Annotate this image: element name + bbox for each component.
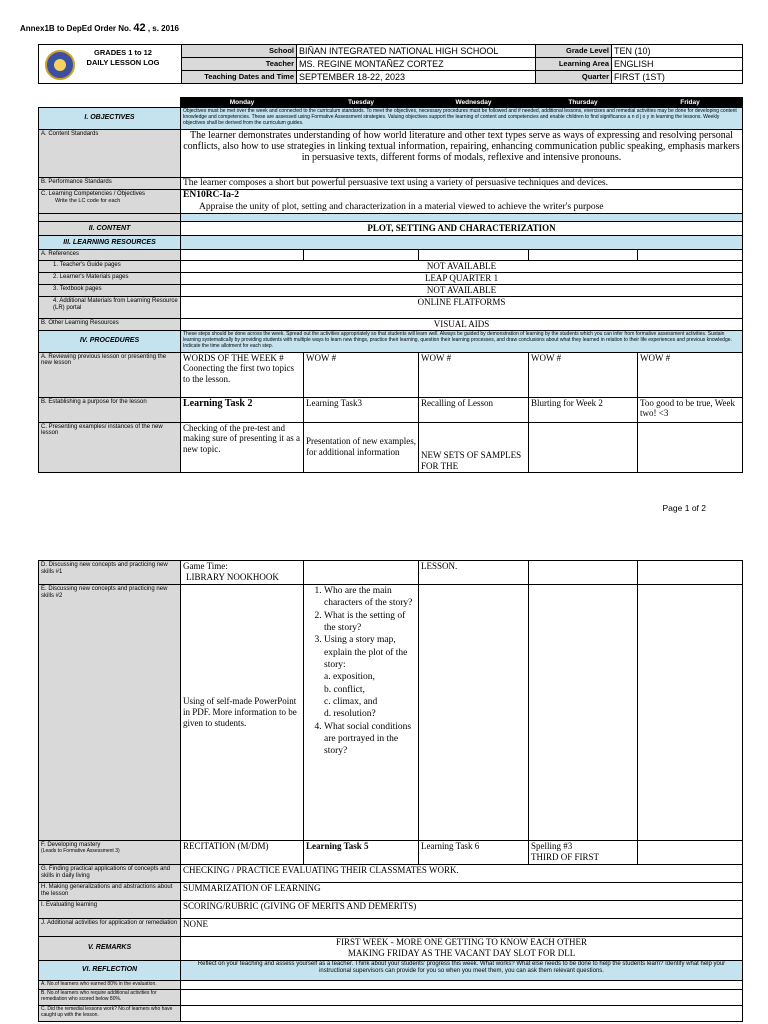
- library-nookhook: LIBRARY NOOKHOOK: [186, 571, 279, 582]
- reflection-a-label: A. No.of learners who earned 80% in the evaluation.: [39, 981, 181, 990]
- annex-title: Annex1B to DepEd Order No. 42 , s. 2016: [20, 22, 179, 34]
- plot-part: a. exposition,: [324, 672, 375, 683]
- resources-heading: III. LEARNING RESOURCES: [39, 236, 181, 250]
- proc-c-monday: Checking of the pre-test and making sure of presenting it as a new topic.: [181, 422, 304, 472]
- reflection-b-label: B. No.of learners who require additional activities for remediation who scored below 80%.: [39, 990, 181, 1006]
- other-resources-value: VISUAL AIDS: [181, 318, 743, 330]
- proc-h-value: SUMMARIZATION OF LEARNING: [181, 883, 743, 901]
- story-questions-list: [306, 585, 416, 758]
- proc-b-label: B. Establishing a purpose for the lesson: [39, 397, 181, 422]
- proc-d-label: D. Discussing new concepts and practicing new skills #1: [39, 561, 181, 585]
- proc-g-label: G. Finding practical applications of concepts and skills in daily living: [39, 865, 181, 883]
- proc-f-label: F. Developing mastery (Leads to Formative Assessment 3): [39, 841, 181, 865]
- quarter-value: FIRST (1ST): [612, 71, 743, 84]
- dates-label: Teaching Dates and Time: [182, 71, 297, 84]
- proc-i-value: SCORING/RUBRIC (GIVING OF MERITS AND DEMERITS): [181, 901, 743, 919]
- proc-j-label: J. Additional activities for application or remediation: [39, 919, 181, 937]
- proc-b-thursday: Blurting for Week 2: [529, 397, 638, 422]
- proc-c-friday: [638, 422, 743, 472]
- area-value: ENGLISH: [612, 58, 743, 71]
- additional-materials-value: ONLINE FLATFORMS: [181, 296, 743, 318]
- question-item: 4. What social conditions are portrayed in the story?: [324, 721, 416, 758]
- plot-part: b. conflict,: [324, 684, 365, 695]
- proc-h-label: H. Making generalizations and abstractions about the lesson: [39, 883, 181, 901]
- proc-d-wednesday: LESSON.: [419, 561, 529, 585]
- dates-value: SEPTEMBER 18-22, 2023: [297, 71, 536, 84]
- proc-b-monday: Learning Task 2: [181, 397, 304, 422]
- content-heading: II. CONTENT: [39, 222, 181, 236]
- school-value: BIÑAN INTEGRATED NATIONAL HIGH SCHOOL: [297, 45, 536, 58]
- day-monday: Monday: [181, 98, 304, 108]
- proc-g-value: CHECKING / PRACTICE EVALUATING THEIR CLASSMATES WORK.: [181, 865, 743, 883]
- lesson-log-table-page1: [38, 97, 743, 473]
- objectives-heading: I. OBJECTIVES: [39, 108, 181, 130]
- plot-part: d. resolution?: [324, 709, 376, 720]
- deped-seal-icon: [45, 50, 75, 80]
- proc-b-wednesday: Recalling of Lesson: [419, 397, 529, 422]
- school-label: School: [182, 45, 297, 58]
- day-tuesday: Tuesday: [304, 98, 419, 108]
- day-thursday: Thursday: [529, 98, 638, 108]
- performance-standards-label: B. Performance Standards: [39, 178, 181, 190]
- proc-d-friday: [638, 561, 743, 585]
- proc-d-monday: [181, 561, 304, 585]
- remarks-value: FIRST WEEK - MORE ONE GETTING TO KNOW EACH OTHER MAKING FRIDAY AS THE VACANT DAY SLOT FOR DLL: [181, 937, 743, 961]
- content-standards-label: A. Content Standards: [39, 130, 181, 178]
- reflection-heading: VI. REFLECTION: [39, 961, 181, 981]
- proc-b-tuesday: Learning Task3: [304, 397, 419, 422]
- proc-d-thursday: [529, 561, 638, 585]
- proc-a-thursday: WOW #: [529, 352, 638, 397]
- performance-standards-value: The learner composes a short but powerful persuasive text using a variety of persuasive techniques and devices.: [181, 178, 743, 190]
- game-time: Game Time:: [183, 561, 228, 571]
- form-title-2: DAILY LESSON LOG: [86, 58, 160, 67]
- competencies-sub: Write the LC code for each: [55, 198, 121, 205]
- tg-value: NOT AVAILABLE: [181, 261, 743, 273]
- question-item: 2. What is the setting of the story?: [324, 610, 416, 635]
- teacher-label: Teacher: [182, 58, 297, 71]
- proc-a-friday: WOW #: [638, 352, 743, 397]
- proc-j-value: NONE: [181, 919, 743, 937]
- page-number: Page 1 of 2: [662, 503, 706, 513]
- proc-e-label: E. Discussing new concepts and practicing new skills #2: [39, 585, 181, 841]
- proc-a-label: A. Reviewing previous lesson or presenting the new lesson: [39, 352, 181, 397]
- proc-f-thursday: Spelling #3 THIRD OF FIRST: [529, 841, 638, 865]
- references-label: A. References: [39, 250, 181, 261]
- procedures-heading: IV. PROCEDURES: [39, 330, 181, 352]
- competencies-title: C. Learning Competencies / Objectives: [41, 191, 146, 198]
- proc-c-tuesday: Presentation of new examples, for additional information: [304, 422, 419, 472]
- tb-label: 3. Textbook pages: [39, 284, 181, 296]
- other-resources-label: B. Other Learning Resources: [39, 318, 181, 330]
- proc-a-tuesday: WOW #: [304, 352, 419, 397]
- question-item: 3. Using a story map, explain the plot of the story: a. exposition, b. conflict, c. climax, and d. resolution?: [324, 634, 416, 720]
- reflection-c-label: C. Did the remedial lessons work? No.of learners who have caught up with the lesson.: [39, 1006, 181, 1022]
- proc-c-thursday: [529, 422, 638, 472]
- lesson-log-table-page2: [38, 560, 743, 1022]
- objectives-note: Objectives must be met over the week and connected to the curriculum standards. To meet the objectives, necessary procedures must be followed and if needed, additional lessons, exercises and remedial activities may be done for developing content knowledge and competencies. These are assessed using Formative Assessment strategies. Valuing objectives support the learning of content and competencies and enable children to find significance a n d j o y in learning the lessons. Weekly objectives shall be derived from the curriculum guides.: [181, 108, 743, 130]
- proc-c-wednesday: NEW SETS OF SAMPLES FOR THE: [419, 422, 529, 472]
- procedures-note: These steps should be done across the week. Spread out the activities appropriately so that students will learn well. Always be guided by demonstration of learning by the students which you can infer from formative assessment activities. Sustain learning systematically by providing students with multiple ways to learn new things, practice their learning, question their learning processes, and draw conclusions about what they learned in relation to their life experiences and previous knowledge. Indicate the time allotment for each step.: [181, 330, 743, 352]
- lm-value: LEAP QUARTER 1: [181, 273, 743, 285]
- competencies-label: [39, 190, 181, 214]
- question-item: 1. Who are the main characters of the story?: [324, 585, 416, 610]
- lm-label: 2. Learner's Materials pages: [39, 273, 181, 285]
- proc-c-label: C. Presenting examples/ instances of the new lesson: [39, 422, 181, 472]
- proc-a-monday: WORDS OF THE WEEK # Coonecting the first two topics to the lesson.: [181, 352, 304, 397]
- content-standards-value: The learner demonstrates understanding of how world literature and other text types serve as ways of expressing and resolving personal conflicts, also how to use strategies in linking textual information, repairing, enhancing communication public speaking, emphasis markers in persuasive texts, different forms of modals, reflexive and intensive pronouns.: [181, 130, 743, 178]
- proc-d-tuesday: [304, 561, 419, 585]
- day-friday: Friday: [638, 98, 743, 108]
- quarter-label: Quarter: [536, 71, 612, 84]
- grade-value: TEN (10): [612, 45, 743, 58]
- lc-text: Appraise the unity of plot, setting and characterization in a material viewed to achieve the writer's purpose: [199, 201, 604, 212]
- tb-value: NOT AVAILABLE: [181, 284, 743, 296]
- proc-e-monday: Using of self-made PowerPoint in PDF. More information to be given to students.: [181, 585, 304, 841]
- competencies-value: [181, 190, 743, 214]
- header-table: [38, 44, 743, 84]
- day-wednesday: Wednesday: [419, 98, 529, 108]
- lc-code: EN10RC-Ia-2: [183, 190, 239, 201]
- proc-f-monday: RECITATION (M/DM): [181, 841, 304, 865]
- proc-f-tuesday: Learning Task 5: [304, 841, 419, 865]
- grade-label: Grade Level: [536, 45, 612, 58]
- remarks-heading: V. REMARKS: [39, 937, 181, 961]
- area-label: Learning Area: [536, 58, 612, 71]
- plot-part: c. climax, and: [324, 697, 378, 708]
- content-value: PLOT, SETTING AND CHARACTERIZATION: [181, 222, 743, 236]
- proc-e-tuesday: [304, 585, 419, 841]
- reflection-note: Reflect on your teaching and assess yourself as a teacher. Think about your students' progress this week. What works? What else needs to be done to help the students learn? Identify what help your instructional supervisors can provide for you so when you meet them, you can ask them relevant questions.: [181, 961, 743, 981]
- teacher-value: MS. REGINE MONTAÑEZ CORTEZ: [297, 58, 536, 71]
- form-title-1: GRADES 1 to 12: [94, 48, 152, 57]
- proc-i-label: I. Evaluating learning: [39, 901, 181, 919]
- tg-label: 1. Teacher's Guide pages: [39, 261, 181, 273]
- proc-a-wednesday: WOW #: [419, 352, 529, 397]
- proc-b-friday: Too good to be true, Week two! <3: [638, 397, 743, 422]
- proc-f-wednesday: Learning Task 6: [419, 841, 529, 865]
- additional-materials-label: 4. Additional Materials from Learning Resource (LR) portal: [39, 296, 181, 318]
